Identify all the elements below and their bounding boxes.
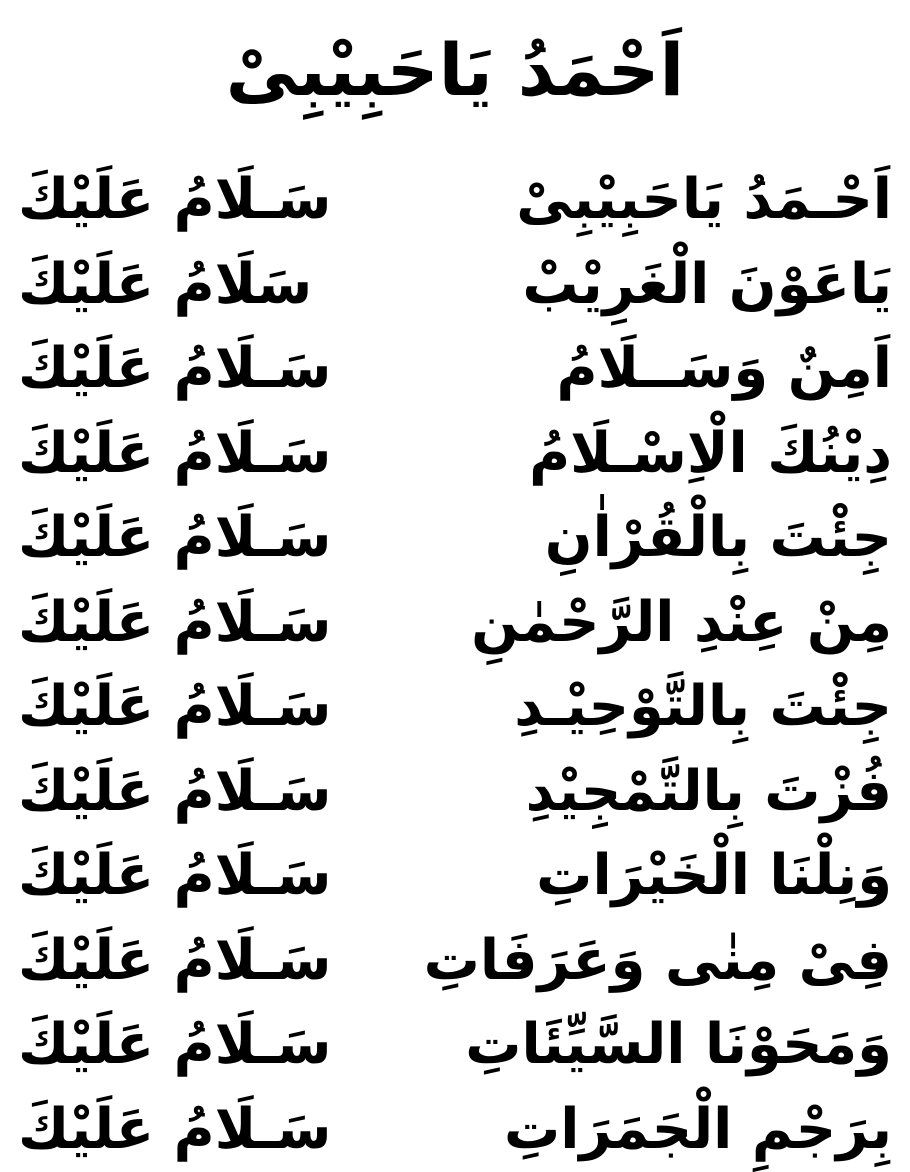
- verse-second-hemistich: سَـلَامُ عَلَيْكَ: [18, 327, 438, 411]
- verse-row: [18, 412, 892, 497]
- verse-first-hemistich: اَمِنٌ وَسَــلَامُ: [462, 327, 892, 411]
- verse-first-hemistich: فُزْتَ بِالتَّمْجِيْدِ: [462, 750, 892, 834]
- verse-second-hemistich: سَـلَامُ عَلَيْكَ: [18, 750, 438, 834]
- verse-first-hemistich: دِيْنُكَ الْاِسْـلَامُ: [462, 412, 892, 496]
- verse-first-hemistich: جِئْتَ بِالْقُرْاٰنِ: [462, 496, 892, 580]
- verse-row: [18, 1088, 892, 1172]
- verse-row: [18, 665, 892, 750]
- verse-first-hemistich: وَنِلْنَا الْخَيْرَاتِ: [462, 834, 892, 918]
- verse-row: [18, 496, 892, 581]
- verse-row: [18, 750, 892, 835]
- verse-row: [18, 581, 892, 666]
- verse-first-hemistich: يَاعَوْنَ الْغَرِيْبْ: [462, 243, 892, 327]
- verse-second-hemistich: سَلَامُ عَلَيْكَ: [18, 243, 438, 327]
- verse-row: [18, 834, 892, 919]
- verse-second-hemistich: سَـلَامُ عَلَيْكَ: [18, 665, 438, 749]
- verse-second-hemistich: سَـلَامُ عَلَيْكَ: [18, 834, 438, 918]
- verse-list: [18, 158, 892, 1172]
- verse-first-hemistich: جِئْتَ بِالتَّوْحِيْـدِ: [462, 665, 892, 749]
- verse-second-hemistich: سَـلَامُ عَلَيْكَ: [18, 1003, 438, 1087]
- verse-second-hemistich: سَـلَامُ عَلَيْكَ: [18, 581, 438, 665]
- verse-second-hemistich: سَـلَامُ عَلَيْكَ: [18, 158, 438, 242]
- verse-row: [18, 243, 892, 328]
- verse-first-hemistich: اَحْـمَدُ يَاحَبِيْبِىْ: [462, 158, 892, 242]
- verse-second-hemistich: سَـلَامُ عَلَيْكَ: [18, 919, 438, 1003]
- verse-second-hemistich: سَـلَامُ عَلَيْكَ: [18, 1088, 438, 1172]
- verse-first-hemistich: بِرَجْمِ الْجَمَرَاتِ: [462, 1088, 892, 1172]
- verse-row: [18, 327, 892, 412]
- verse-second-hemistich: سَـلَامُ عَلَيْكَ: [18, 496, 438, 580]
- verse-row: [18, 158, 892, 243]
- verse-first-hemistich: وَمَحَوْنَا السَّيِّئَاتِ: [462, 1003, 892, 1087]
- verse-first-hemistich: مِنْ عِنْدِ الرَّحْمٰنِ: [462, 581, 892, 665]
- verse-row: [18, 1003, 892, 1088]
- verse-second-hemistich: سَـلَامُ عَلَيْكَ: [18, 412, 438, 496]
- verse-row: [18, 919, 892, 1004]
- verse-first-hemistich: فِىْ مِنٰى وَعَرَفَاتِ: [462, 919, 892, 1003]
- poem-title: اَحْمَدُ يَاحَبِيْبِىْ: [0, 20, 910, 120]
